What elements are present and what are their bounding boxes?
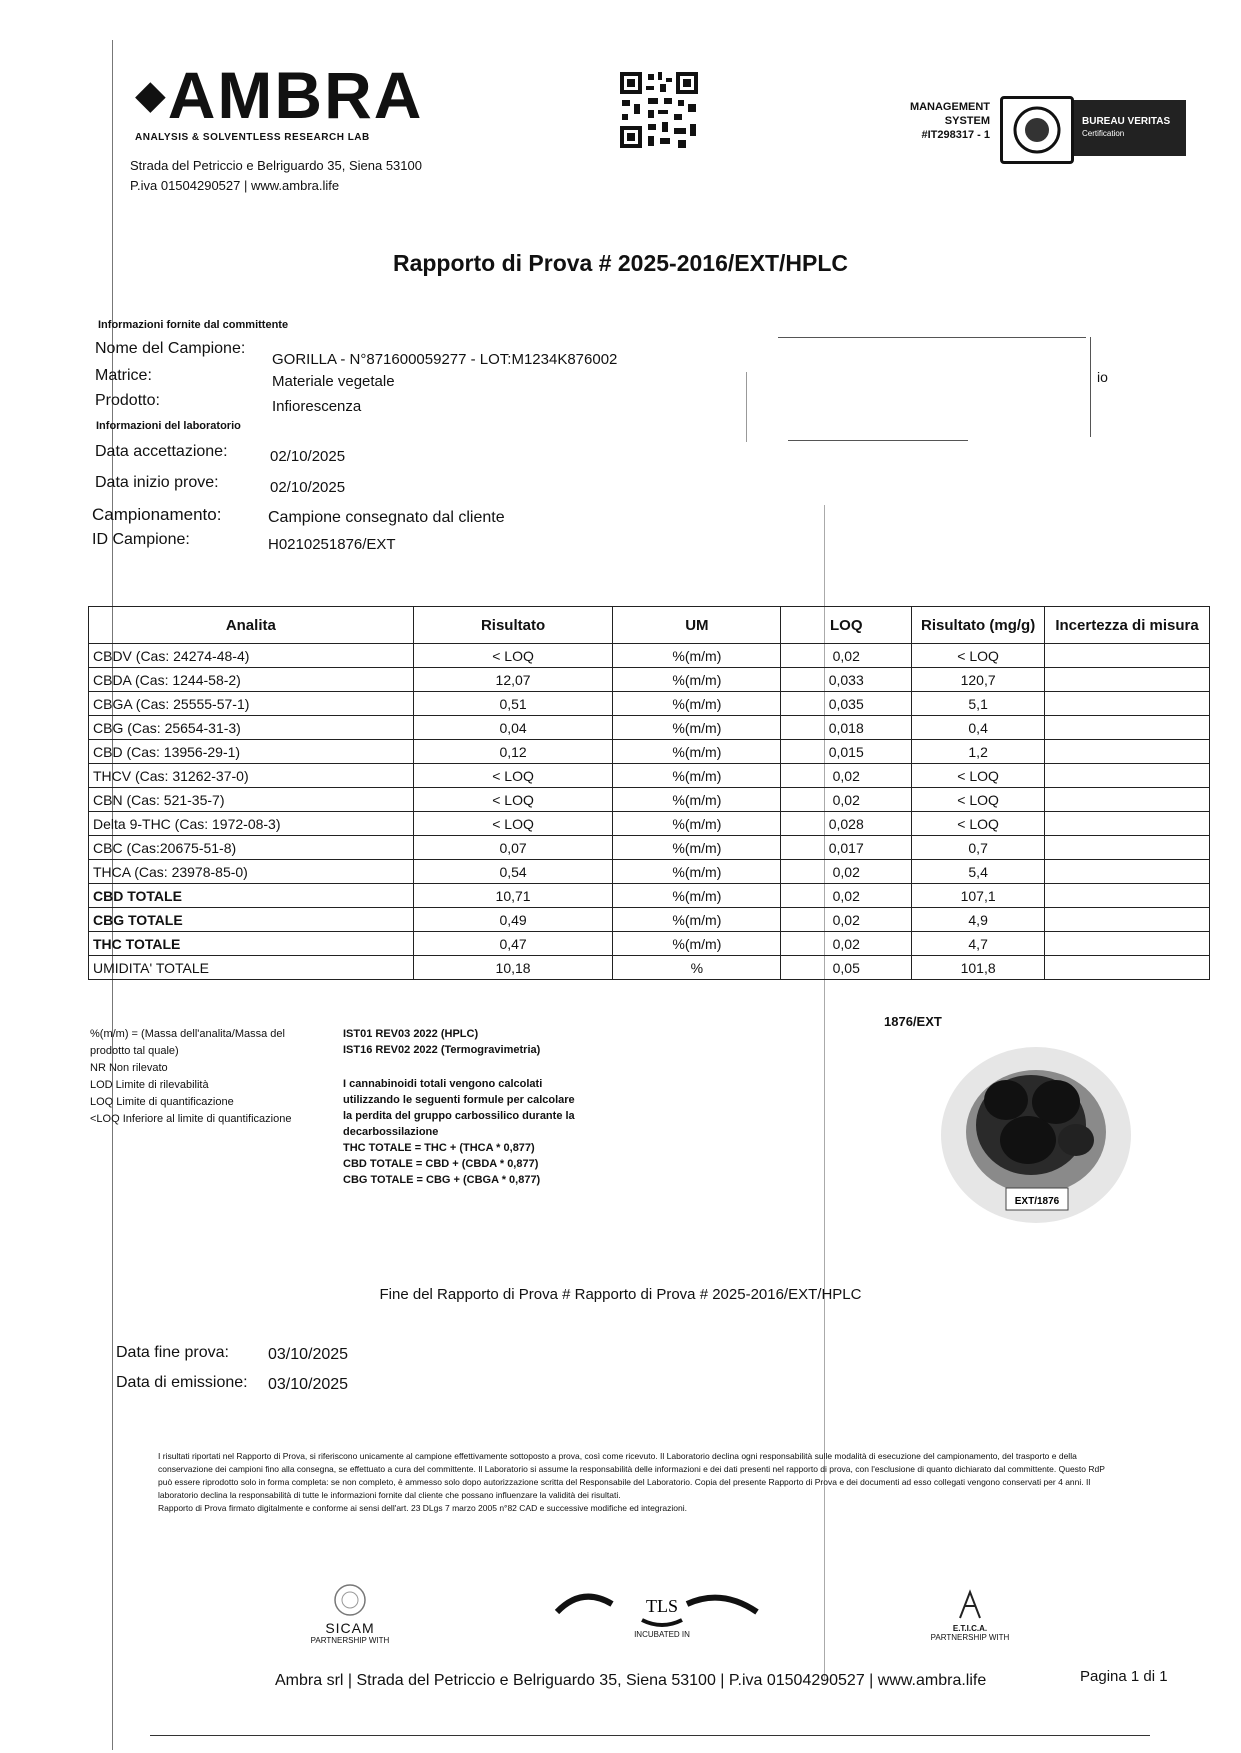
table-row [89, 764, 1210, 788]
table-row [89, 692, 1210, 716]
table-row [89, 836, 1210, 860]
redaction-line-top [778, 337, 1086, 338]
cell-analita: Delta 9-THC (Cas: 1972-08-3) [89, 812, 414, 836]
sample-photo [936, 1040, 1136, 1230]
cell-um: %(m/m) [613, 788, 781, 812]
cell-loq: 0,02 [781, 764, 912, 788]
cell-risultato: < LOQ [413, 812, 613, 836]
bureau-veritas-seal-icon [1000, 96, 1074, 164]
cell-mg: < LOQ [912, 764, 1045, 788]
svg-text:TLS: TLS [645, 1596, 679, 1616]
results-table [88, 606, 1210, 980]
cell-inc [1045, 812, 1210, 836]
cell-mg: 0,4 [912, 716, 1045, 740]
management-system-label: MANAGEMENT SYSTEM #IT298317 - 1 [909, 101, 990, 141]
cell-um: %(m/m) [613, 692, 781, 716]
page-number: Pagina 1 di 1 [1080, 1668, 1168, 1685]
issue-date-value: 03/10/2025 [268, 1376, 349, 1393]
cell-risultato: 0,51 [413, 692, 613, 716]
cell-analita: CBDV (Cas: 24274-48-4) [89, 644, 414, 668]
table-row [89, 740, 1210, 764]
cell-um: %(m/m) [613, 812, 781, 836]
legend: %(m/m) = (Massa dell'analita/Massa del prodotto tal quale) NR Non rilevato LOD Limite di rilevabilità LOQ Limite di quantificazione <LOQ Inferiore al limite di quantificazione [90, 1028, 292, 1125]
table-row [89, 788, 1210, 812]
cell-inc [1045, 668, 1210, 692]
cell-analita: THCA (Cas: 23978-85-0) [89, 860, 414, 884]
cell-um: %(m/m) [613, 644, 781, 668]
table-row [89, 860, 1210, 884]
cell-analita: UMIDITA' TOTALE [89, 956, 414, 980]
sicam-logo-icon [330, 1582, 370, 1618]
end-of-report: Fine del Rapporto di Prova # Rapporto di Prova # 2025-2016/EXT/HPLC [379, 1286, 862, 1303]
cell-mg: 0,7 [912, 836, 1045, 860]
sample-name-value: GORILLA - N°871600059277 - LOT:M1234K876002 [272, 351, 618, 368]
cell-um: %(m/m) [613, 884, 781, 908]
header-loq: LOQ [781, 607, 912, 644]
header-um: UM [613, 607, 781, 644]
cell-um: % [613, 956, 781, 980]
cell-analita: THC TOTALE [89, 932, 414, 956]
end-date-label: Data fine prova: [116, 1344, 229, 1361]
tls-logo-icon [552, 1584, 772, 1628]
cell-analita: CBD (Cas: 13956-29-1) [89, 740, 414, 764]
acceptance-date-value: 02/10/2025 [270, 448, 346, 465]
table-row [89, 908, 1210, 932]
cell-loq: 0,02 [781, 644, 912, 668]
cell-risultato: < LOQ [413, 644, 613, 668]
table-row [89, 668, 1210, 692]
client-info-heading: Informazioni fornite dal committente [98, 319, 289, 331]
cell-um: %(m/m) [613, 932, 781, 956]
sample-id-value: H0210251876/EXT [268, 536, 396, 553]
cell-inc [1045, 956, 1210, 980]
cell-um: %(m/m) [613, 716, 781, 740]
redaction-line-left [746, 372, 747, 442]
cell-mg: 101,8 [912, 956, 1045, 980]
cell-risultato: 0,54 [413, 860, 613, 884]
header-risultato: Risultato [413, 607, 613, 644]
cell-analita: CBN (Cas: 521-35-7) [89, 788, 414, 812]
partner-tls: TLS INCUBATED IN [552, 1584, 772, 1639]
cell-inc [1045, 764, 1210, 788]
cell-analita: CBC (Cas:20675-51-8) [89, 836, 414, 860]
issue-date-label: Data di emissione: [116, 1374, 248, 1391]
redaction-line-bottom [788, 440, 968, 441]
cell-analita: CBD TOTALE [89, 884, 414, 908]
test-start-date-label: Data inizio prove: [95, 474, 219, 491]
cell-loq: 0,035 [781, 692, 912, 716]
cell-um: %(m/m) [613, 836, 781, 860]
table-row [89, 956, 1210, 980]
cell-risultato: < LOQ [413, 788, 613, 812]
matrix-value: Materiale vegetale [272, 373, 395, 390]
cell-inc [1045, 836, 1210, 860]
cell-um: %(m/m) [613, 764, 781, 788]
cell-loq: 0,028 [781, 812, 912, 836]
logo-text: AMBRA [167, 58, 424, 132]
cell-mg: 4,9 [912, 908, 1045, 932]
sample-name-label: Nome del Campione: [95, 340, 246, 357]
sampling-label: Campionamento: [92, 505, 222, 524]
cell-inc [1045, 644, 1210, 668]
cell-mg: 4,7 [912, 932, 1045, 956]
table-row [89, 884, 1210, 908]
table-row [89, 812, 1210, 836]
cell-um: %(m/m) [613, 860, 781, 884]
bureau-veritas-badge: BUREAU VERITAS Certification [1074, 100, 1186, 156]
cell-mg: < LOQ [912, 812, 1045, 836]
cell-mg: < LOQ [912, 788, 1045, 812]
test-start-date-value: 02/10/2025 [270, 479, 346, 496]
cell-loq: 0,02 [781, 788, 912, 812]
cell-risultato: 0,49 [413, 908, 613, 932]
cell-inc [1045, 716, 1210, 740]
cell-risultato: 10,18 [413, 956, 613, 980]
lab-info-heading: Informazioni del laboratorio [96, 420, 241, 432]
lab-address: Strada del Petriccio e Belriguardo 35, Siena 53100 P.iva 01504290527 | www.ambra.life [130, 158, 422, 193]
cell-loq: 0,02 [781, 908, 912, 932]
redaction-line-right [1090, 337, 1091, 437]
header-risultato-mg: Risultato (mg/g) [912, 607, 1045, 644]
cell-loq: 0,02 [781, 932, 912, 956]
cell-risultato: 12,07 [413, 668, 613, 692]
end-date-value: 03/10/2025 [268, 1346, 349, 1363]
cell-risultato: 0,47 [413, 932, 613, 956]
cell-inc [1045, 884, 1210, 908]
cell-analita: CBGA (Cas: 25555-57-1) [89, 692, 414, 716]
cell-loq: 0,017 [781, 836, 912, 860]
methods-block: IST01 REV03 2022 (HPLC) IST16 REV02 2022 (Termogravimetria) I cannabinoidi totali vengono calcolati utilizzando le seguenti formule per calcolare la perdita del gruppo carbossilico durante la decarbossilazione THC TOTALE = THC + (THCA * 0,877) CBD TOTALE = CBD + (CBDA * 0,877) CBG TOTALE = CBG + (CBGA * 0,877) [343, 1026, 603, 1188]
cell-inc [1045, 788, 1210, 812]
bottom-rule [150, 1735, 1150, 1736]
cell-loq: 0,015 [781, 740, 912, 764]
cell-risultato: 0,12 [413, 740, 613, 764]
cell-analita: CBDA (Cas: 1244-58-2) [89, 668, 414, 692]
photo-sample-label: 1876/EXT [884, 1014, 942, 1029]
product-value: Infiorescenza [272, 398, 362, 415]
cell-risultato: 10,71 [413, 884, 613, 908]
report-title: Rapporto di Prova # 2025-2016/EXT/HPLC [392, 250, 849, 276]
cell-risultato: 0,04 [413, 716, 613, 740]
acceptance-date-label: Data accettazione: [95, 443, 228, 460]
cell-analita: THCV (Cas: 31262-37-0) [89, 764, 414, 788]
sampling-value: Campione consegnato dal cliente [268, 509, 505, 526]
table-row [89, 716, 1210, 740]
etica-logo-icon [950, 1588, 990, 1622]
footer-address: Ambra srl | Strada del Petriccio e Belriguardo 35, Siena 53100 | P.iva 01504290527 | www.ambra.life [275, 1672, 987, 1689]
ambra-logo [135, 58, 424, 143]
cell-mg: 107,1 [912, 884, 1045, 908]
cell-inc [1045, 692, 1210, 716]
header-analita: Analita [89, 607, 414, 644]
calculation-note: I cannabinoidi totali vengono calcolati utilizzando le seguenti formule per calcolare la perdita del gruppo carbossilico durante la decarbossilazione [343, 1078, 575, 1138]
cell-mg: 1,2 [912, 740, 1045, 764]
cell-mg: 120,7 [912, 668, 1045, 692]
cell-loq: 0,02 [781, 884, 912, 908]
disclaimer: I risultati riportati nel Rapporto di Prova, si riferiscono unicamente al campione effettivamente sottoposto a prova, così come ricevuto. Il Laboratorio declina ogni responsabilità sulle modalità di esecuzione del campionamento, del trasporto e della conservazione dei campioni fino alla consegna, se effettuato a cura del committente. Il Laboratorio si assume la responsabilità delle informazioni e dei dati presenti nel rapporto di prova, con l'esclusione di quanto dichiarato dal committente. Questo RdP può essere riprodotto solo in forma completa: se non completo, è ammesso solo dopo autorizzazione scritta del Responsabile del Laboratorio. Copia del presente Rapporto di Prova e dei documenti ad esso collegati vengono conservati per 4 anni. Il laboratorio declina la responsabilità di tutte le informazioni fornite dal cliente che possano influenzare la validità dei risultati. Rapporto di Prova firmato digitalmente e conforme ai sensi dell'art. 23 DLgs 7 marzo 2005 n°82 CAD e successive modifiche ed integrazioni. [158, 1451, 1105, 1513]
drop-icon: ◆ [135, 73, 168, 117]
cell-um: %(m/m) [613, 740, 781, 764]
cell-loq: 0,05 [781, 956, 912, 980]
product-label: Prodotto: [95, 392, 160, 409]
qr-code-icon [618, 70, 700, 150]
table-row [89, 644, 1210, 668]
table-row [89, 932, 1210, 956]
cell-loq: 0,018 [781, 716, 912, 740]
cell-mg: 5,4 [912, 860, 1045, 884]
redacted-fragment: io [1097, 369, 1108, 385]
cell-inc [1045, 740, 1210, 764]
cell-risultato: < LOQ [413, 764, 613, 788]
table-header-row [89, 607, 1210, 644]
cell-inc [1045, 860, 1210, 884]
cell-mg: < LOQ [912, 644, 1045, 668]
matrix-label: Matrice: [95, 367, 152, 384]
cell-loq: 0,02 [781, 860, 912, 884]
logo-subtitle: ANALYSIS & SOLVENTLESS RESEARCH LAB [135, 132, 370, 143]
partner-sicam: SICAM PARTNERSHIP WITH [300, 1582, 400, 1645]
cell-um: %(m/m) [613, 668, 781, 692]
cell-inc [1045, 932, 1210, 956]
sample-id-label: ID Campione: [92, 531, 190, 548]
cell-mg: 5,1 [912, 692, 1045, 716]
partner-etica: E.T.I.C.A. PARTNERSHIP WITH [920, 1588, 1020, 1642]
header-incertezza: Incertezza di misura [1045, 607, 1210, 644]
cell-loq: 0,033 [781, 668, 912, 692]
cell-inc [1045, 908, 1210, 932]
cell-um: %(m/m) [613, 908, 781, 932]
photo-tag-label: EXT/1876 [1014, 1196, 1060, 1207]
cell-analita: CBG TOTALE [89, 908, 414, 932]
cell-risultato: 0,07 [413, 836, 613, 860]
cell-analita: CBG (Cas: 25654-31-3) [89, 716, 414, 740]
